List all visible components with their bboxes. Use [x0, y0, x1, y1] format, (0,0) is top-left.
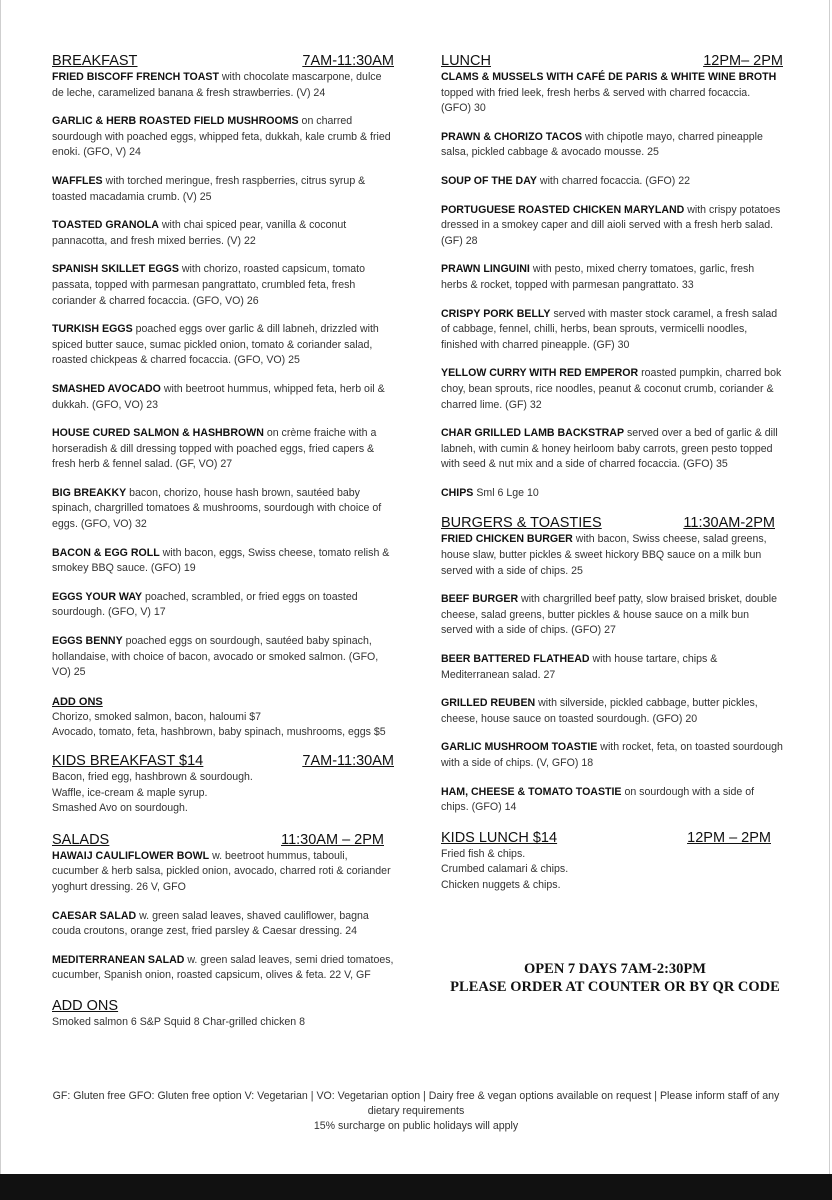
- menu-item: [441, 130, 783, 161]
- menu-item-description: with bacon, eggs, Swiss cheese, tomato relish & smokey BBQ sauce. (GFO) 19: [52, 546, 390, 575]
- menu-item-name: SMASHED AVOCADO: [52, 382, 161, 395]
- menu-item: [441, 532, 783, 579]
- menu-item-name: BACON & EGG ROLL: [52, 546, 160, 559]
- breakfast-heading: [52, 52, 394, 70]
- section-title: LUNCH: [441, 53, 491, 69]
- section-title: SALADS: [52, 831, 110, 848]
- salads-list: [52, 849, 394, 984]
- menu-item-name: MEDITERRANEAN SALAD: [52, 953, 185, 966]
- menu-item-name: BIG BREAKKY: [52, 486, 127, 499]
- menu-item-description: served over a bed of garlic & dill labneh, with cumin & honey heirloom baby carrots, green pesto topped with seed & nut mix and a side of charred focaccia. (GFO) 35: [441, 427, 778, 471]
- list-item: Crumbed calamari & chips.: [441, 863, 569, 876]
- section-title: KIDS BREAKFAST $14: [52, 753, 204, 769]
- menu-item: [52, 849, 394, 896]
- menu-item: [441, 592, 783, 639]
- lunch-list: [441, 70, 783, 501]
- kids-lunch-heading: [441, 829, 783, 847]
- menu-item-description: with bacon, Swiss cheese, salad greens, house slaw, butter pickles & sweet hickory BBQ sauce on a milk bun served with a side of chips. 25: [441, 533, 767, 577]
- menu-item-description: with chipotle mayo, charred pineapple salsa, pickled cabbage & avocado mousse. 25: [441, 130, 763, 159]
- menu-item-name: SPANISH SKILLET EGGS: [52, 263, 179, 276]
- menu-item: [441, 740, 783, 771]
- menu-item: [441, 262, 783, 293]
- bottom-bar: [0, 1174, 832, 1200]
- menu-item-name: PRAWN LINGUINI: [441, 263, 530, 276]
- notice-hours: OPEN 7 DAYS 7AM-2:30PM: [524, 961, 706, 977]
- menu-item: [52, 322, 394, 369]
- menu-item: [441, 174, 783, 190]
- menu-item: [52, 114, 394, 161]
- menu-item: [52, 486, 394, 533]
- menu-item-description: on crème fraiche with a horseradish & dill dressing topped with poached eggs, fried capers & fresh herb & fennel salad. (GF, VO) 27: [52, 427, 377, 471]
- menu-item-name: FRIED CHICKEN BURGER: [441, 533, 573, 546]
- menu-item-description: w. green salad leaves, shaved cauliflower, bagna couda croutons, orange zest, fried parsley & Caesar dressing. 24: [52, 909, 369, 938]
- menu-item-description: on sourdough with a side of chips. (GFO) 14: [441, 785, 755, 814]
- section-title: BURGERS & TOASTIES: [441, 515, 602, 532]
- menu-item-description: with charred focaccia. (GFO) 22: [536, 174, 691, 187]
- breakfast-list: [52, 70, 394, 681]
- menu-item-description: served with master stock caramel, a fresh salad of cabbage, fennel, chilli, herbs, bean sprouts, vermicelli noodles, finished with charred pineapple. (GF) 30: [441, 307, 778, 351]
- menu-item-name: GARLIC MUSHROOM TOASTIE: [441, 741, 598, 754]
- menu-item: [441, 426, 783, 473]
- menu-item-description: on charred sourdough with poached eggs, whipped feta, dukkah, kale crumb & fried enoki. (GFO, V) 24: [52, 115, 391, 159]
- section-time: 12PM– 2PM: [703, 53, 783, 69]
- menu-item: [52, 953, 394, 984]
- menu-item-name: SOUP OF THE DAY: [441, 174, 537, 187]
- menu-item-name: CHIPS: [441, 486, 474, 499]
- addons-line: Smoked salmon 6 S&P Squid 8 Char-grilled chicken 8: [52, 1015, 306, 1028]
- breakfast-addons-title: ADD ONS: [52, 695, 103, 708]
- menu-item-description: with silverside, pickled cabbage, butter pickles, cheese, house sauce on toasted sourdough. (GFO) 20: [441, 697, 758, 725]
- menu-item: [52, 262, 394, 309]
- kids-breakfast-heading: [52, 752, 394, 770]
- menu-item-name: HAM, CHEESE & TOMATO TOASTIE: [441, 785, 622, 798]
- menu-item-name: EGGS YOUR WAY: [52, 590, 143, 603]
- opening-notice: [445, 960, 785, 996]
- menu-item: [441, 486, 783, 502]
- menu-item-description: with rocket, feta, on toasted sourdough with a side of chips. (V, GFO) 18: [441, 741, 783, 769]
- menu-item-name: PORTUGUESE ROASTED CHICKEN MARYLAND: [441, 203, 685, 216]
- kids-breakfast-list: [52, 770, 394, 817]
- menu-item-description: with chai spiced pear, vanilla & coconut pannacotta, and fresh mixed berries. (V) 22: [52, 219, 347, 247]
- menu-item: [52, 909, 394, 940]
- menu-item-description: with torched meringue, fresh raspberries, citrus syrup & toasted macadamia crumb. (V) 25: [52, 174, 366, 203]
- menu-item-description: with pesto, mixed cherry tomatoes, garlic, fresh herbs & rocket, topped with parmesan pangrattato. 33: [441, 263, 755, 291]
- menu-item: [52, 382, 394, 413]
- menu-item: [441, 652, 783, 683]
- menu-item-name: CHAR GRILLED LAMB BACKSTRAP: [441, 427, 625, 440]
- addons-line: Chorizo, smoked salmon, bacon, haloumi $7: [52, 710, 262, 723]
- menu-item-description: topped with fried leek, fresh herbs & served with charred focaccia. (GFO) 30: [441, 86, 751, 115]
- salads-heading: [52, 831, 394, 849]
- list-item: Bacon, fried egg, hashbrown & sourdough.: [52, 771, 253, 783]
- dietary-legend: GF: Gluten free GFO: Gluten free option V: Vegetarian | VO: Vegetarian option | Dairy free & vegan options available on request | Please inform staff of any dietary requirements: [52, 1090, 780, 1117]
- section-time: 12PM – 2PM: [687, 829, 771, 846]
- menu-item-name: PRAWN & CHORIZO TACOS: [441, 130, 583, 143]
- menu-item: [52, 70, 394, 101]
- menu-item-name: TURKISH EGGS: [52, 323, 133, 336]
- list-item: Smashed Avo on sourdough.: [52, 802, 188, 815]
- menu-item-name: CRISPY PORK BELLY: [441, 307, 551, 320]
- menu-item-description: with beetroot hummus, whipped feta, herb oil & dukkah. (GFO, VO) 23: [52, 382, 385, 411]
- menu-item-description: roasted pumpkin, charred bok choy, bean sprouts, rice noodles, peanut & coconut crumb, coriander & charred lime. (GF) 32: [441, 367, 782, 411]
- menu-item-description: Sml 6 Lge 10: [473, 486, 539, 499]
- menu-item-description: with chargrilled beef patty, slow braised brisket, double cheese, salad greens, butter pickles & house sauce on a milk bun served with a side of chips. (GFO) 27: [441, 593, 778, 637]
- menu-item-name: TOASTED GRANOLA: [52, 219, 159, 232]
- menu-item: [441, 307, 783, 354]
- menu-item: [52, 174, 394, 205]
- burgers-heading: [441, 514, 783, 532]
- salads-addons-title: ADD ONS: [52, 997, 119, 1014]
- menu-item-name: HAWAIJ CAULIFLOWER BOWL: [52, 849, 210, 862]
- menu-item: [441, 203, 783, 250]
- menu-item-description: poached eggs on sourdough, sautéed baby spinach, hollandaise, with choice of bacon, avocado or smoked salmon. (GFO, VO) 25: [52, 635, 379, 679]
- menu-item: [52, 426, 394, 473]
- section-title: BREAKFAST: [52, 53, 138, 69]
- menu-item: [52, 546, 394, 577]
- menu-item-description: w. green salad leaves, semi dried tomatoes, cucumber, Spanish onion, roasted capsicum, olives & feta. 22 V, GF: [52, 953, 394, 982]
- menu-item-description: w. beetroot hummus, tabouli, cucumber & herb salsa, pickled onion, avocado, charred roti & coriander yoghurt dressing. 26 V, GFO: [52, 849, 391, 893]
- left-column: [52, 52, 394, 1045]
- menu-item-name: CLAMS & MUSSELS WITH CAFÉ DE PARIS & WHITE WINE BROTH: [441, 71, 777, 83]
- list-item: Chicken nuggets & chips.: [441, 878, 561, 891]
- menu-item-description: with crispy potatoes dressed in a smokey caper and dill aioli served with a fresh herb salad. (GF) 28: [441, 203, 781, 247]
- menu-item-name: HOUSE CURED SALMON & HASHBROWN: [52, 427, 264, 440]
- section-time: 7AM-11:30AM: [302, 753, 394, 769]
- list-item: Fried fish & chips.: [441, 847, 526, 860]
- section-time: 11:30AM – 2PM: [281, 831, 384, 848]
- section-time: 11:30AM-2PM: [683, 515, 775, 532]
- menu-item-name: EGGS BENNY: [52, 635, 123, 648]
- right-column: [441, 52, 783, 908]
- menu-item-description: with house tartare, chips & Mediterranean salad. 27: [441, 653, 718, 681]
- salads-addons: [52, 1015, 394, 1031]
- surcharge-note: 15% surcharge on public holidays will apply: [313, 1120, 519, 1132]
- menu-item-description: with chorizo, roasted capsicum, tomato passata, topped with parmesan pangrattato, crumbled feta, fresh coriander & charred focaccia. (GFO, VO) 26: [52, 263, 366, 307]
- menu-item-name: FRIED BISCOFF FRENCH TOAST: [52, 71, 219, 83]
- menu-item-description: with chocolate mascarpone, dulce de leche, caramelized banana & fresh strawberries. (V) 24: [52, 71, 382, 99]
- menu-item-name: GRILLED REUBEN: [441, 697, 536, 710]
- menu-item-name: WAFFLES: [52, 174, 103, 187]
- menu-item-name: BEER BATTERED FLATHEAD: [441, 653, 590, 666]
- section-title: KIDS LUNCH $14: [441, 829, 558, 846]
- addons-line: Avocado, tomato, feta, hashbrown, baby spinach, mushrooms, eggs $5: [52, 726, 386, 739]
- burgers-list: [441, 532, 783, 815]
- menu-item: [441, 696, 783, 727]
- notice-order: PLEASE ORDER AT COUNTER OR BY QR CODE: [450, 979, 780, 995]
- lunch-heading: [441, 52, 783, 70]
- menu-item: [441, 785, 783, 816]
- menu-item-name: GARLIC & HERB ROASTED FIELD MUSHROOMS: [52, 115, 299, 128]
- section-time: 7AM-11:30AM: [302, 53, 394, 69]
- menu-item-description: poached eggs over garlic & dill labneh, drizzled with spiced butter sauce, sumac pickled onion, tomato & coriander salad, roasted chickpeas & charred focaccia. (GFO, VO) 25: [52, 323, 379, 367]
- menu-item-description: poached, scrambled, or fried eggs on toasted sourdough. (GFO, V) 17: [52, 590, 358, 619]
- breakfast-addons: [52, 710, 394, 741]
- menu-item-description: bacon, chorizo, house hash brown, sautéed baby spinach, chargrilled tomatoes & mushrooms, sourdough with choice of eggs. (GFO, VO) 32: [52, 486, 382, 531]
- list-item: Waffle, ice-cream & maple syrup.: [52, 786, 208, 799]
- menu-item: [52, 218, 394, 249]
- menu-item: [441, 366, 783, 413]
- menu-item-name: YELLOW CURRY WITH RED EMPEROR: [441, 367, 639, 380]
- menu-item-name: BEEF BURGER: [441, 593, 519, 606]
- menu-item-name: CAESAR SALAD: [52, 909, 137, 922]
- kids-lunch-list: [441, 847, 783, 894]
- dietary-footer: [40, 1089, 792, 1134]
- menu-item: [441, 70, 783, 117]
- menu-item: [52, 590, 394, 621]
- menu-item: [52, 634, 394, 681]
